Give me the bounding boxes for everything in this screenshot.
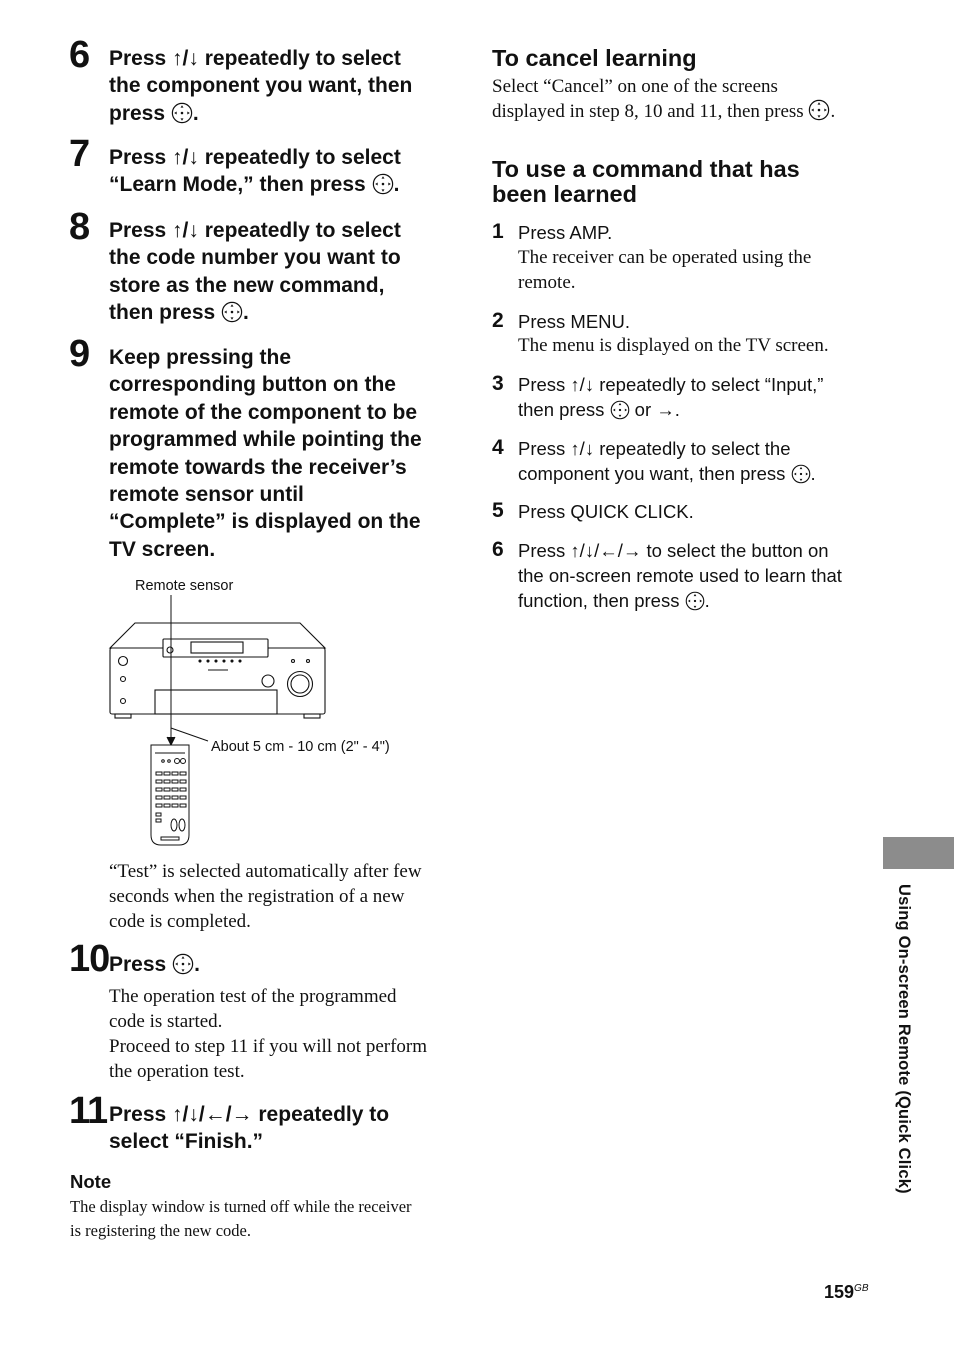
enter-button-icon <box>610 400 630 420</box>
step-10-text <box>109 951 200 978</box>
use-step-4-text <box>518 436 816 486</box>
enter-button-icon <box>221 301 243 323</box>
step-6-text <box>109 45 412 127</box>
step-11-text <box>109 1101 389 1156</box>
use-step-1-sub-line: The receiver can be operated using the <box>518 247 812 268</box>
page-number-suffix: GB <box>854 1283 869 1294</box>
step-6-line-1: Press ↑/↓ repeatedly to select <box>109 47 401 70</box>
receiver-illustration <box>110 623 325 718</box>
distance-caption: About 5 cm - 10 cm (2" - 4") <box>211 739 390 755</box>
cancel-line-1: Select “Cancel” on one of the screens <box>492 76 778 97</box>
cancel-learning-heading: To cancel learning <box>492 45 697 71</box>
step-8-line-3: store as the new command, <box>109 273 385 297</box>
step-9-line: remote towards the receiver’s <box>109 455 407 479</box>
step-8-number: 8 <box>69 206 90 248</box>
side-section-label <box>885 884 925 1254</box>
use-step-4-line-1: Press ↑/↓ repeatedly to select the <box>518 438 791 459</box>
enter-button-icon <box>791 464 811 484</box>
use-step-4-number: 4 <box>492 436 504 459</box>
step-7-number: 7 <box>69 133 90 175</box>
step-10-line-1: Press . <box>109 953 200 976</box>
page-number-value: 159 <box>824 1282 855 1302</box>
test-paragraph <box>109 859 422 934</box>
use-step-4-line-2: component you want, then press . <box>518 463 816 484</box>
use-step-3-text <box>518 372 823 422</box>
step-10-number: 10 <box>69 938 110 980</box>
step-10-body-line: code is started. <box>109 1011 223 1032</box>
note-line: The display window is turned off while the receiver <box>70 1197 412 1216</box>
use-step-6-line-3: function, then press . <box>518 590 710 611</box>
step-8-line-1: Press ↑/↓ repeatedly to select <box>109 219 401 242</box>
step-8-line-4: then press . <box>109 301 249 325</box>
step-6-number: 6 <box>69 34 90 76</box>
note-title: Note <box>70 1171 112 1192</box>
side-section-label-text: Using On-screen Remote (Quick Click) <box>895 884 913 1194</box>
step-8-line-2: the code number you want to <box>109 246 401 270</box>
use-step-1-text: Press AMP. <box>518 222 613 243</box>
step-9-line: TV screen. <box>109 537 216 561</box>
use-step-2-number: 2 <box>492 309 504 332</box>
step-6-line-3: press . <box>109 101 199 125</box>
section-tab-marker <box>883 837 954 869</box>
step-10-body-line: the operation test. <box>109 1061 245 1082</box>
test-paragraph-line: “Test” is selected automatically after few <box>109 861 422 882</box>
note-line: is registering the new code. <box>70 1220 251 1240</box>
enter-button-icon <box>685 591 705 611</box>
step-10-body-line: Proceed to step 11 if you will not perform <box>109 1036 428 1057</box>
use-step-6-line-2: the on-screen remote used to learn that <box>518 565 842 586</box>
enter-button-icon <box>808 99 830 121</box>
use-command-heading <box>492 157 800 207</box>
step-10-body <box>109 984 427 1084</box>
step-7-line-1: Press ↑/↓ repeatedly to select <box>109 146 401 169</box>
remote-illustration <box>151 745 189 845</box>
test-paragraph-line: seconds when the registration of a new <box>109 886 405 907</box>
note-body <box>70 1195 412 1242</box>
enter-button-icon <box>171 102 193 124</box>
step-9-line: remote sensor until <box>109 483 304 507</box>
step-9-line: “Complete” is displayed on the <box>109 510 421 534</box>
receiver-remote-illustration <box>105 595 410 855</box>
step-6-line-2: the component you want, then <box>109 74 413 98</box>
use-step-6-line-1: Press ↑/↓/←/→ to select the button on <box>518 540 829 561</box>
enter-button-icon <box>172 953 194 975</box>
step-11-line-2: select “Finish.” <box>109 1130 264 1154</box>
test-paragraph-line: code is completed. <box>109 911 251 932</box>
use-step-6-text <box>518 538 842 613</box>
use-step-6-number: 6 <box>492 538 504 561</box>
remote-sensor-caption: Remote sensor <box>135 578 234 594</box>
step-9-line: programmed while pointing the <box>109 428 422 452</box>
use-step-1-number: 1 <box>492 220 504 243</box>
step-11-number: 11 <box>69 1090 108 1132</box>
cancel-line-2: displayed in step 8, 10 and 11, then press . <box>492 101 836 122</box>
use-step-3-line-1: Press ↑/↓ repeatedly to select “Input,” <box>518 374 824 395</box>
step-9-text <box>109 344 422 563</box>
use-command-heading-line-1: To use a command that has <box>492 156 800 182</box>
step-11-line-1: Press ↑/↓/←/→ repeatedly to <box>109 1103 390 1126</box>
step-9-line: remote of the component to be <box>109 400 418 424</box>
step-8-text <box>109 217 401 327</box>
step-7-line-2: “Learn Mode,” then press . <box>109 173 400 197</box>
step-9-number: 9 <box>69 333 90 375</box>
use-step-5-number: 5 <box>492 499 504 522</box>
step-7-text <box>109 144 401 199</box>
enter-button-icon <box>372 173 394 195</box>
use-command-heading-line-2: been learned <box>492 181 637 207</box>
use-step-3-line-2: then press or →. <box>518 399 680 420</box>
step-10-body-line: The operation test of the programmed <box>109 986 397 1007</box>
use-step-2-sub: The menu is displayed on the TV screen. <box>518 335 829 356</box>
cancel-learning-body <box>492 74 835 124</box>
step-9-line: corresponding button on the <box>109 373 396 397</box>
page-number <box>824 1282 869 1303</box>
use-step-2-text: Press MENU. <box>518 311 631 332</box>
use-step-1-sub-line: remote. <box>518 272 576 293</box>
use-step-1-sub <box>518 245 811 295</box>
use-step-3-number: 3 <box>492 372 504 395</box>
use-step-5-text: Press QUICK CLICK. <box>518 501 694 522</box>
step-9-line: Keep pressing the <box>109 346 292 369</box>
